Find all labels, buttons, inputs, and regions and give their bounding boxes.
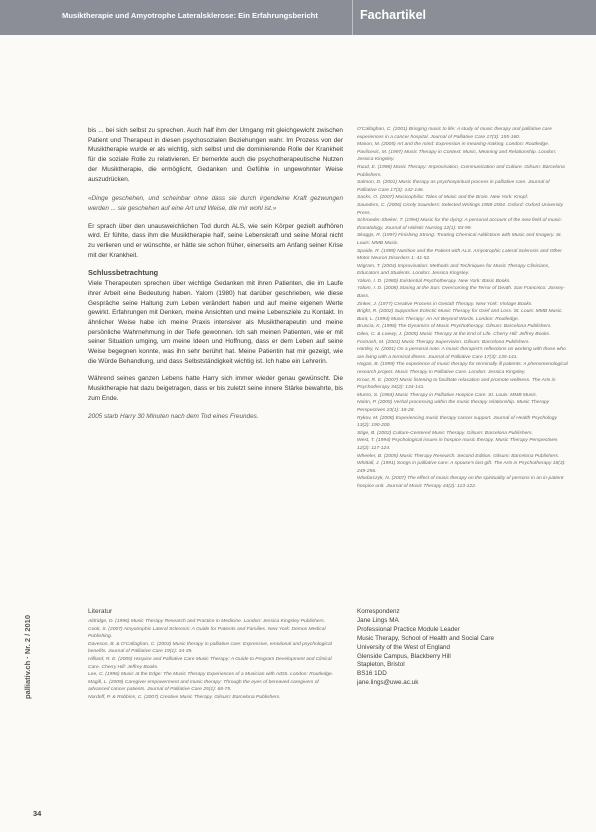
reference-entry: Pavlicevic, M. (1997) Music Therapy in Context: Music, Meaning and Relationship. London: Jessica Kingsley.	[357, 149, 557, 163]
body-paragraph-1: bis ... bei sich selbst zu sprechen. Auch half ihm der Umgang mit gleichgewicht zwischen Patient und Therapeut in diesen psychosozialen Beziehungen wahr. Im Prozess von der Musiktherapie wurde er als wichtig, sich selbst und die dominierende Rolle der Krankheit für die soziale Rolle zu relativieren. Er bemerkte auch die psychotherapeutische Nutzen der Musiktherapie, die ermöglicht, Gedanken und Gefühle in ungewohnter Weise auszudrücken.	[88, 127, 343, 183]
contact-line: Glenside Campus, Blackberry Hill	[357, 652, 451, 660]
correspondence-block	[357, 608, 567, 728]
article-body	[88, 126, 343, 598]
reference-entry: Nolan, P. (2005) Verbal processing within the music therapy relationship. Music Therapy Perspectives 23(1): 18-28.	[357, 400, 550, 413]
patient-quote-1: «Dinge geschehen, und scheinbar ohne dass sie durch irgendeine Kraft gezwungen werden ... sie geschehen auf eine Art und Weise, die mir wohl ist.»	[88, 195, 343, 212]
reference-entry: Sacks, O. (2007) Musicophilia: Tales of Music and the Brain. New York: Knopf.	[357, 195, 529, 201]
reference-entry: Whittall, J. (1991) Songs in palliative care: A spouse's last gift. The Arts in Psychotherapy 18(3): 249-256.	[357, 461, 566, 474]
closing-note: 2005 starb Harry 30 Minuten nach dem Tod eines Freundes.	[88, 412, 259, 420]
reference-entry: Wheeler, B. (2005) Music Therapy Research. Second Edition. Gilsum: Barcelona Publishers.	[357, 453, 560, 459]
section-label: Fachartikel	[360, 8, 427, 22]
reference-entry: Nordoff, P. & Robbins, C. (2007) Creative Music Therapy. Gilsum: Barcelona Publishers.	[88, 694, 281, 700]
contact-email[interactable]: jane.lings@uwe.ac.uk	[357, 679, 419, 687]
reference-entry: Dileo, C. & Loewy, J. (2005) Music Therapy at the End of Life. Cherry Hill: Jeffrey Books.	[357, 332, 551, 338]
journal-side-label: palliativ.ch · Nr. 2 / 2010	[23, 614, 32, 700]
references-heading: Literatur	[88, 608, 113, 615]
running-title: Musiktherapie und Amyotrophe Lateralsklerose: Ein Erfahrungsbericht	[62, 11, 318, 20]
body-paragraph-4: Während seines ganzen Lebens hatte Harry sich immer wieder genau gewünscht. Die Musiktherapie hat dazu beigetragen, dass er bis zuletzt seine innere Stärke bewahrte, bis zum Ende.	[88, 375, 343, 402]
contact-line: Stapleton, Bristol	[357, 661, 405, 669]
references-left-column	[88, 618, 338, 798]
section-heading-conclusion: Schlussbetrachtung	[88, 268, 159, 278]
reference-entry: Hartley, N. (2001) On a personal note: A music therapist's reflections on working with those who are living with a terminal illness. Journal of Palliative Care 17(3): 135-141.	[357, 347, 566, 360]
reference-entry: Bunt, L. (1994) Music Therapy: An Art Beyond Words. London: Routledge.	[357, 316, 520, 322]
reference-entry: Rykov, M. (2008) Experiencing music therapy cancer support. Journal of Health Psychology 13(2): 190-200.	[357, 415, 557, 429]
reference-entry: Wlodarczyk, N. (2007) The effect of music therapy on the spirituality of persons in an in-patient hospice unit. Journal of Music Therapy 44(2): 113-122.	[357, 476, 564, 489]
reference-entry: Aldridge, D. (1996) Music Therapy Research and Practice in Medicine. London: Jessica Kingsley Publishers.	[88, 619, 326, 624]
header-divider	[352, 0, 353, 35]
correspondence-heading: Korrespondenz	[357, 608, 400, 615]
reference-entry: West, T. (1994) Psychological issues in hospice music therapy. Music Therapy Perspectives 12(2): 117-124.	[357, 438, 558, 451]
reference-entry: Ruud, E. (1998) Music Therapy: Improvisation, Communication and Culture. Gilsum: Barcelona Publishers.	[357, 164, 565, 178]
reference-entry: Forinash, M. (2001) Music Therapy Supervision. Gilsum: Barcelona Publishers.	[357, 339, 530, 345]
contact-line: University of the West of England	[357, 643, 450, 651]
body-paragraph-3: Viele Therapeuten sprechen über wichtige Gedanken mit ihren Patienten, die im Laufe ihrer Arbeit eine Bedeutung haben. Yalom (1980) hat darüber geschrieben, wie diese Gespräche seine Haltung zum Leben verändert haben und auf meine eigenen Werte gewirkt. Erfahrungen mit Denken, meine Ansichten und meine Lebensziele zu Kontakt. In ähnlicher Weise habe ich meine Praxis intensiver als Musiktherapeutin und meine persönliche Wahrnehmung in der Tiefe gewonnen. Ich sah meinen Patienten, wie er mit seiner Situation umging, um meine Ideen und Hoffnung, dass er dem Leben auf seine Weise begegnen konnte, was ihn sehr berührt hat. Meine Patientin hat mir gezeigt, wie die Würde Behandlung, und dass Selbstständigkeit wichtig ist. Ich habe ein Lehrerin.	[88, 280, 343, 365]
reference-entry: Magill, L. (2009) Caregiver empowerment and music therapy: Through the eyes of bereaved caregivers of advanced cancer patients. Journal of Palliative Care 25(1): 68-75.	[88, 679, 319, 693]
reference-entry: Cook, S. (2007) Amyotrophic Lateral Sclerosis: A Guide for Patients and Families. New York: Demos Medical Publishing.	[88, 626, 326, 640]
contact-line: Music Therapy, School of Health and Social Care	[357, 634, 494, 642]
contact-line: Jane Lings MA	[357, 616, 399, 624]
reference-entry: Daveson, B. & O'Callaghan, C. (2003) Music therapy in palliative care: Expressive, emotional and psychological benefits. Journal of Palliative Care 19(1): 34-39.	[88, 641, 332, 655]
page-number: 34	[33, 809, 42, 818]
reference-entry: Saunders, C. (2006) Cicely Saunders: Selected Writings 1958-2004. Oxford: Oxford University Press.	[357, 202, 564, 216]
reference-entry: Hilliard, R. E. (2005) Hospice and Palliative Care Music Therapy: A Guide to Program Development and Clinical Care. Cherry Hill: Jeffrey Books.	[88, 656, 332, 670]
reference-entry: Lee, C. (1996) Music at the Edge: The Music Therapy Experiences of a Musician with AIDS. London: Routledge.	[88, 672, 334, 678]
page-header	[0, 0, 596, 35]
reference-entry: Stige, B. (2002) Culture-Centered Music Therapy. Gilsum: Barcelona Publishers.	[357, 430, 533, 436]
reference-entry: Bruscia, K. (1998) The Dynamics of Music Psychotherapy. Gilsum: Barcelona Publishers.	[357, 324, 552, 330]
reference-entry: Yalom, I. D. (2008) Staring at the Sun: Overcoming the Terror of Death. San Francisco: Jossey-Bass.	[357, 286, 566, 300]
reference-entry: Skaggs, R. (1997) Finishing Strong: Treating Chemical Addictions with Music and Imagery. St. Louis: MMB Music.	[357, 233, 562, 246]
reference-entry: Bright, R. (2002) Supportive Eclectic Music Therapy for Grief and Loss. St. Louis: MMB Music.	[357, 309, 563, 315]
reference-entry: Mason, M. (2005) Art and the mind: Expression in meaning-making. London: Routledge.	[357, 142, 550, 148]
reference-entry: O'Callaghan, C. (2001) Bringing music to life: A study of music therapy and palliative care experiences in a cancer hospital. Journal of Palliative Care 17(3): 155-160.	[357, 127, 552, 140]
contact-line: BS16 1DD	[357, 670, 387, 678]
reference-entry: Spaide, R. (1999) Nutrition and the Patient with ALS. Amyotrophic Lateral Sclerosis and Other Motor Neuron Disorders 1: 41-52.	[357, 248, 562, 262]
reference-entry: Schroeder-Sheker, T. (1994) Music for the dying: A personal account of the new field of music-thanatology. Journal of Holistic Nursing 12(1): 83-99.	[357, 218, 563, 231]
body-paragraph-2: Er sprach über den unausweichlichen Tod durch ALS, wie sein Körper gezielt aufhören wird. Er fühlte, dass ihm die Musiktherapie half, seine Lebenskraft und seine Moral nicht zu verlieren und er wünschte, er hätte sie schon früher, einerseits am Anfang seiner Krise mit der Krankheit.	[88, 222, 343, 259]
reference-entry: Zinker, J. (1977) Creative Process in Gestalt Therapy. New York: Vintage Books.	[357, 301, 533, 307]
contact-line: Professional Practice Module Leader	[357, 625, 460, 633]
reference-entry: Wigram, T. (2004) Improvisation: Methods and Techniques for Music Therapy Clinicians, Educators and Students. London: Jessica Kingsley.	[357, 263, 550, 277]
references-right-column	[357, 126, 569, 596]
reference-entry: Munro, S. (1984) Music Therapy in Palliative Hospice Care. St. Louis: MMB Music.	[357, 392, 538, 398]
reference-entry: Krout, R. E. (2007) Music listening to facilitate relaxation and promote wellness. The Arts in Psychotherapy 34(2): 134-141.	[357, 377, 556, 391]
reference-entry: Salmon, D. (2001) Music therapy as psychospiritual process in palliative care. Journal of Palliative Care 17(3): 142-146.	[357, 180, 550, 193]
reference-entry: Hogan, B. (1999) The experience of music therapy for terminally ill patients: A phenomenological research project. Music Therapy in Palliative Care. London: Jessica Kingsley.	[357, 362, 568, 375]
reference-entry: Yalom, I. D. (1980) Existential Psychotherapy. New York: Basic Books.	[357, 278, 511, 284]
